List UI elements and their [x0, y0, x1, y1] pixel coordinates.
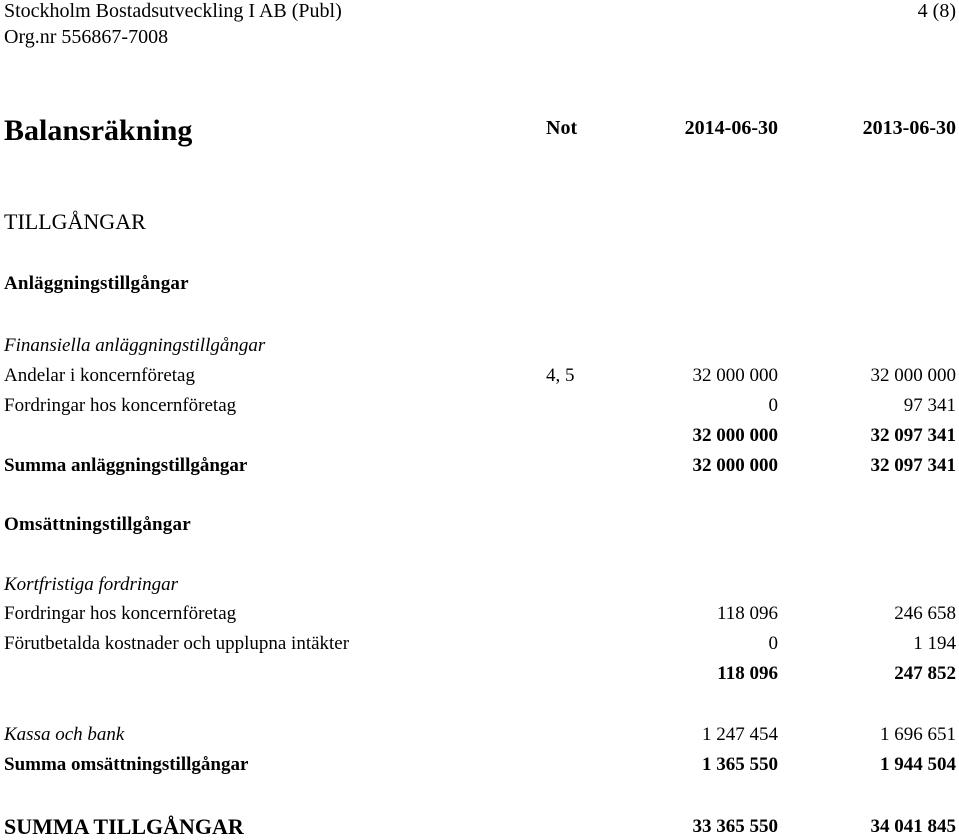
row-fordringar-kort-2013: 246 658 — [894, 603, 956, 624]
subsection-finansiella: Finansiella anläggningstillgångar — [4, 335, 266, 356]
org-number: Org.nr 556867-7008 — [4, 26, 169, 48]
column-header-not: Not — [546, 117, 578, 139]
row-andelar-2014: 32 000 000 — [692, 365, 778, 386]
row-fordringar-kort-2014: 118 096 — [716, 603, 778, 624]
page-title: Balansräkning — [4, 114, 193, 147]
row-kassa-2014: 1 247 454 — [702, 724, 778, 745]
row-fordringar-fin-2013: 97 341 — [903, 395, 956, 416]
subtotal-kort-2013: 247 852 — [894, 663, 956, 684]
subtotal-kort-2014: 118 096 — [717, 663, 778, 684]
column-header-2013: 2013-06-30 — [862, 117, 956, 139]
row-summa-oms-2014: 1 365 550 — [702, 754, 778, 775]
row-summa-oms-label: Summa omsättningstillgångar — [4, 754, 249, 775]
row-forutbetalda-2014: 0 — [768, 633, 778, 654]
row-summa-tillgangar-2014: 33 365 550 — [692, 816, 778, 837]
section-omsattningstillgangar: Omsättningstillgångar — [4, 514, 191, 535]
row-andelar-not: 4, 5 — [546, 365, 575, 386]
row-kassa-label: Kassa och bank — [4, 724, 125, 745]
page-number: 4 (8) — [917, 0, 956, 22]
row-summa-anl-label: Summa anläggningstillgångar — [4, 455, 248, 476]
row-andelar-label: Andelar i koncernföretag — [4, 365, 195, 386]
row-fordringar-fin-2014: 0 — [768, 395, 778, 416]
row-summa-oms-2013: 1 944 504 — [880, 754, 956, 775]
row-fordringar-kort-label: Fordringar hos koncernföretag — [4, 603, 237, 624]
section-tillgangar: TILLGÅNGAR — [4, 209, 146, 234]
row-forutbetalda-2013: 1 194 — [913, 633, 956, 654]
row-andelar-2013: 32 000 000 — [870, 365, 956, 386]
row-fordringar-fin-label: Fordringar hos koncernföretag — [4, 395, 237, 416]
row-forutbetalda-label: Förutbetalda kostnader och upplupna intäkter — [4, 633, 350, 654]
subtotal-fin-2013: 32 097 341 — [870, 425, 956, 446]
row-kassa-2013: 1 696 651 — [880, 724, 956, 745]
row-summa-tillgangar-label: SUMMA TILLGÅNGAR — [4, 814, 244, 839]
section-anlaggningstillgangar: Anläggningstillgångar — [4, 273, 189, 294]
row-summa-anl-2014: 32 000 000 — [692, 455, 778, 476]
column-header-2014: 2014-06-30 — [684, 117, 778, 139]
company-name: Stockholm Bostadsutveckling I AB (Publ) — [4, 0, 342, 22]
subsection-kortfristiga: Kortfristiga fordringar — [4, 574, 179, 595]
row-summa-tillgangar-2013: 34 041 845 — [870, 816, 956, 837]
subtotal-fin-2014: 32 000 000 — [692, 425, 778, 446]
row-summa-anl-2013: 32 097 341 — [870, 455, 956, 476]
